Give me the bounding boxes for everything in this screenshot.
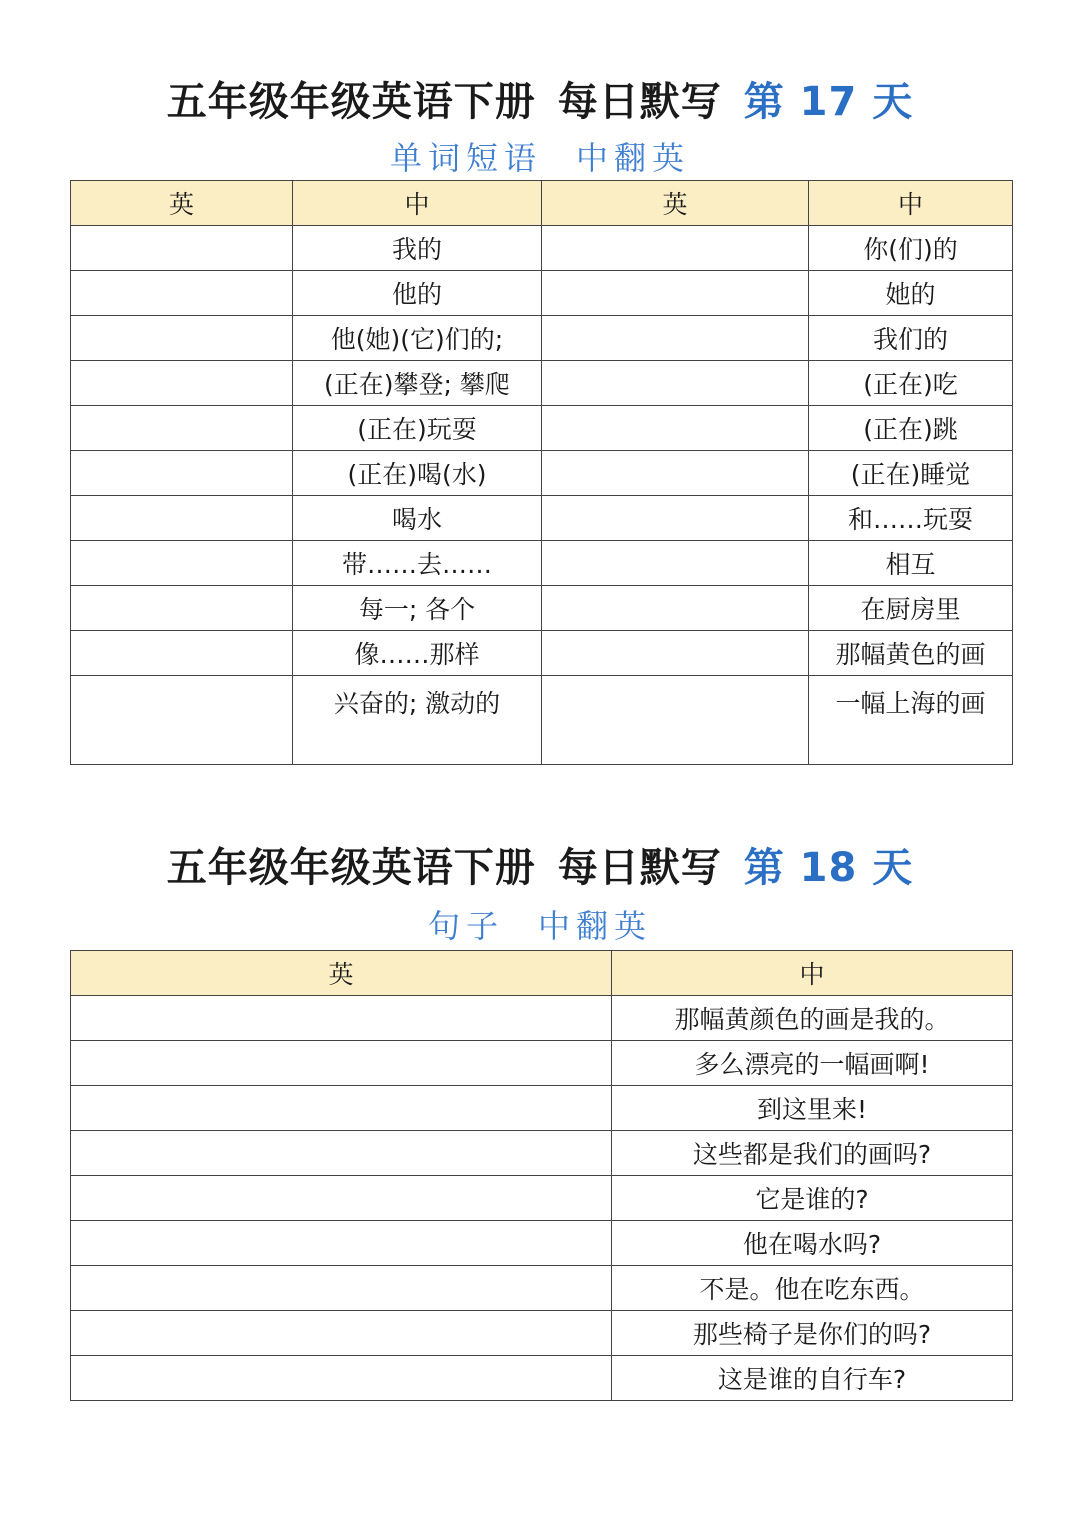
sheet18-title-main: 五年级年级英语下册 — [166, 845, 536, 891]
prompt-cell-zh — [809, 316, 1013, 361]
sheet17-title-suffix: 每日默写 — [557, 79, 722, 125]
prompt-cell-zh — [809, 676, 1013, 765]
sentence-text: 多么漂亮的一幅画啊! — [694, 1050, 930, 1079]
sheet18-header-en: 英 — [71, 951, 612, 996]
table-row — [71, 586, 1013, 631]
table-row — [71, 1086, 1013, 1131]
sheet18-header-row — [71, 951, 1013, 996]
sheet17-header-en-2: 英 — [542, 181, 809, 226]
prompt-text: (正在)跳 — [863, 415, 958, 444]
prompt-cell-zh — [809, 361, 1013, 406]
answer-cell-en[interactable] — [71, 1131, 612, 1176]
prompt-text: 在厨房里 — [860, 595, 961, 624]
table-row — [71, 451, 1013, 496]
prompt-cell-zh — [809, 586, 1013, 631]
answer-cell-en[interactable] — [71, 1221, 612, 1266]
answer-cell-en[interactable] — [542, 586, 809, 631]
prompt-text: 那幅黄色的画 — [835, 640, 986, 669]
answer-cell-en[interactable] — [542, 361, 809, 406]
answer-cell-en[interactable] — [71, 676, 293, 765]
table-row — [71, 361, 1013, 406]
table-row — [71, 1311, 1013, 1356]
answer-cell-en[interactable] — [542, 226, 809, 271]
prompt-cell-zh — [293, 316, 542, 361]
prompt-cell-zh — [809, 226, 1013, 271]
prompt-cell-zh — [612, 1176, 1013, 1221]
prompt-cell-zh — [293, 496, 542, 541]
sheet17-title — [0, 74, 1080, 130]
answer-cell-en[interactable] — [542, 496, 809, 541]
sheet17-subtitle-b: 中翻英 — [576, 139, 691, 177]
sheet18-subtitle — [0, 904, 1080, 948]
prompt-text: 我们的 — [872, 325, 948, 354]
prompt-text: 相互 — [885, 550, 936, 579]
answer-cell-en[interactable] — [542, 406, 809, 451]
sentence-text: 到这里来! — [756, 1095, 868, 1124]
prompt-text: (正在)攀登; 攀爬 — [324, 370, 510, 399]
sheet17-header-en-1: 英 — [71, 181, 293, 226]
prompt-text: (正在)吃 — [863, 370, 958, 399]
sentence-text: 他在喝水吗? — [742, 1230, 882, 1259]
answer-cell-en[interactable] — [71, 1356, 612, 1401]
prompt-text: 和……玩耍 — [847, 505, 973, 534]
prompt-text: 兴奋的; 激动的 — [333, 689, 501, 718]
sheet18-subtitle-a: 句子 — [427, 907, 504, 945]
prompt-text: 他的 — [391, 280, 442, 309]
sheet17-subtitle-a: 单词短语 — [389, 139, 542, 177]
answer-cell-en[interactable] — [71, 586, 293, 631]
answer-cell-en[interactable] — [71, 361, 293, 406]
sheet18-header-zh: 中 — [612, 951, 1013, 996]
table-row — [71, 1221, 1013, 1266]
prompt-text: 像……那样 — [354, 640, 480, 669]
answer-cell-en[interactable] — [71, 496, 293, 541]
sheet17-header-zh-2: 中 — [809, 181, 1013, 226]
prompt-text: (正在)喝(水) — [347, 460, 487, 489]
prompt-text: 每一; 各个 — [358, 595, 476, 624]
prompt-cell-zh — [293, 271, 542, 316]
sheet18-day-label: 第 18 天 — [743, 845, 914, 891]
table-row — [71, 1266, 1013, 1311]
table-row — [71, 676, 1013, 765]
sentence-text: 那幅黄颜色的画是我的。 — [674, 1005, 950, 1034]
table-row — [71, 1131, 1013, 1176]
sentence-text: 这些都是我们的画吗? — [692, 1140, 932, 1169]
prompt-cell-zh — [809, 271, 1013, 316]
answer-cell-en[interactable] — [71, 1086, 612, 1131]
prompt-text: 她的 — [885, 280, 936, 309]
prompt-cell-zh — [293, 541, 542, 586]
table-row — [71, 541, 1013, 586]
answer-cell-en[interactable] — [542, 316, 809, 361]
prompt-text: 带……去…… — [341, 550, 492, 579]
prompt-cell-zh — [612, 1086, 1013, 1131]
table-row — [71, 226, 1013, 271]
answer-cell-en[interactable] — [71, 451, 293, 496]
sheet18-title — [0, 840, 1080, 896]
prompt-cell-zh — [612, 1221, 1013, 1266]
sentence-text: 它是谁的? — [755, 1185, 869, 1214]
prompt-cell-zh — [612, 996, 1013, 1041]
prompt-cell-zh — [293, 586, 542, 631]
prompt-cell-zh — [293, 451, 542, 496]
table-row — [71, 1176, 1013, 1221]
answer-cell-en[interactable] — [542, 631, 809, 676]
prompt-cell-zh — [612, 1311, 1013, 1356]
prompt-text: 喝水 — [391, 505, 442, 534]
prompt-cell-zh — [612, 1131, 1013, 1176]
answer-cell-en[interactable] — [71, 1041, 612, 1086]
answer-cell-en[interactable] — [71, 226, 293, 271]
prompt-cell-zh — [293, 631, 542, 676]
answer-cell-en[interactable] — [71, 406, 293, 451]
prompt-text: (正在)睡觉 — [850, 460, 971, 489]
sentence-text: 那些椅子是你们的吗? — [692, 1320, 932, 1349]
sentence-text: 不是。他在吃东西。 — [699, 1275, 925, 1304]
sheet17-title-main: 五年级年级英语下册 — [166, 79, 536, 125]
prompt-cell-zh — [809, 406, 1013, 451]
prompt-cell-zh — [809, 451, 1013, 496]
prompt-text: 他(她)(它)们的; — [330, 325, 504, 354]
prompt-cell-zh — [809, 631, 1013, 676]
sheet18-table — [70, 950, 1013, 1401]
prompt-cell-zh — [612, 1356, 1013, 1401]
answer-cell-en[interactable] — [71, 631, 293, 676]
sheet17-header-row — [71, 181, 1013, 226]
sheet17-day-label: 第 17 天 — [743, 79, 914, 125]
table-row — [71, 406, 1013, 451]
prompt-cell-zh — [612, 1041, 1013, 1086]
prompt-text: 你(们)的 — [863, 235, 958, 264]
sheet17-header-zh-1: 中 — [293, 181, 542, 226]
table-row — [71, 316, 1013, 361]
prompt-cell-zh — [809, 541, 1013, 586]
prompt-cell-zh — [293, 406, 542, 451]
prompt-cell-zh — [293, 676, 542, 765]
answer-cell-en[interactable] — [71, 1176, 612, 1221]
prompt-cell-zh — [809, 496, 1013, 541]
sheet18-title-suffix: 每日默写 — [557, 845, 722, 891]
answer-cell-en[interactable] — [542, 271, 809, 316]
answer-cell-en[interactable] — [71, 316, 293, 361]
table-row — [71, 1356, 1013, 1401]
answer-cell-en[interactable] — [542, 676, 809, 765]
table-row — [71, 496, 1013, 541]
table-row — [71, 631, 1013, 676]
answer-cell-en[interactable] — [71, 271, 293, 316]
sentence-text: 这是谁的自行车? — [717, 1365, 907, 1394]
prompt-cell-zh — [293, 226, 542, 271]
table-row — [71, 996, 1013, 1041]
prompt-cell-zh — [293, 361, 542, 406]
table-row — [71, 271, 1013, 316]
table-row — [71, 1041, 1013, 1086]
answer-cell-en[interactable] — [71, 1266, 612, 1311]
sheet17-subtitle — [0, 136, 1080, 180]
prompt-text: 一幅上海的画 — [835, 689, 986, 718]
sheet17-table — [70, 180, 1013, 765]
answer-cell-en[interactable] — [542, 541, 809, 586]
answer-cell-en[interactable] — [71, 541, 293, 586]
answer-cell-en[interactable] — [71, 996, 612, 1041]
answer-cell-en[interactable] — [542, 451, 809, 496]
prompt-text: (正在)玩耍 — [357, 415, 477, 444]
answer-cell-en[interactable] — [71, 1311, 612, 1356]
sheet18-subtitle-b: 中翻英 — [538, 907, 653, 945]
prompt-text: 我的 — [391, 235, 442, 264]
prompt-cell-zh — [612, 1266, 1013, 1311]
